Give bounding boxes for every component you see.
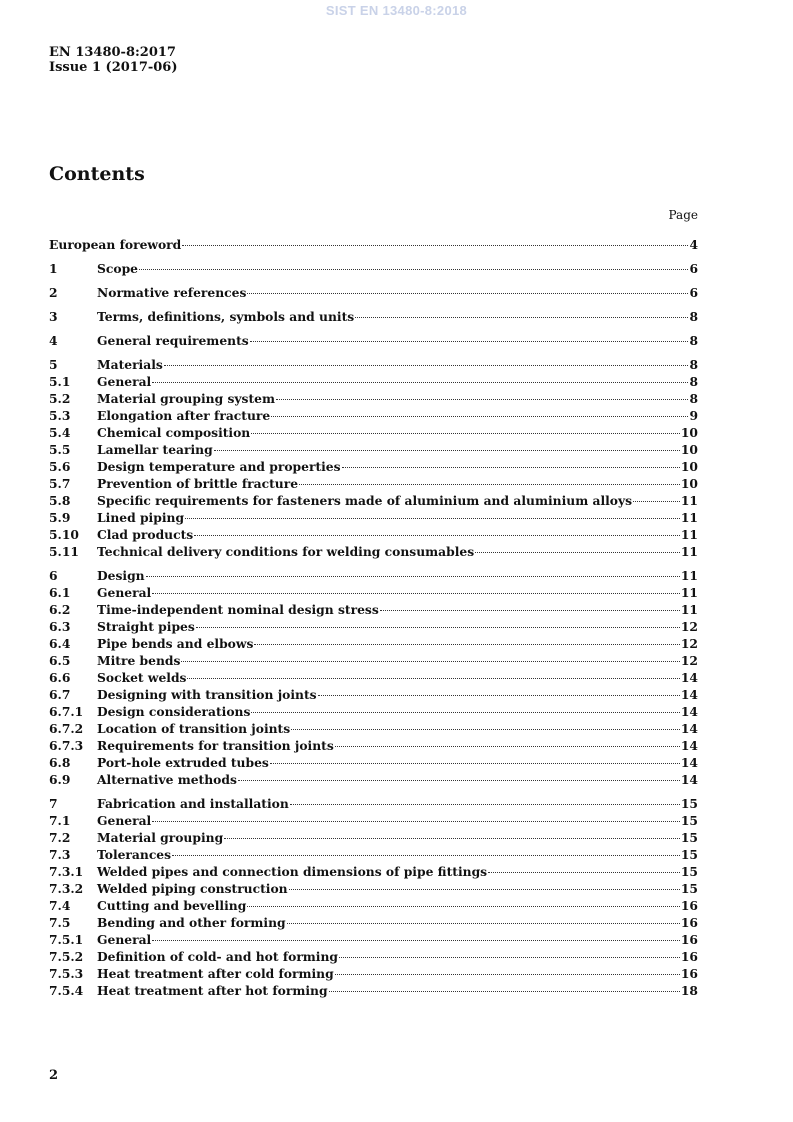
toc-entry-title: Terms, definitions, symbols and units xyxy=(97,309,355,324)
toc-entry-page: 11 xyxy=(680,544,698,559)
toc-dot-leader xyxy=(194,535,680,536)
toc-dot-leader xyxy=(224,838,680,839)
toc-entry-number: 3 xyxy=(49,309,58,324)
toc-entry[interactable] xyxy=(49,356,698,373)
toc-entry-number: 6 xyxy=(49,568,58,583)
toc-dot-leader xyxy=(254,644,679,645)
toc-entry-page: 8 xyxy=(689,391,698,406)
toc-entry-number: 2 xyxy=(49,285,58,300)
toc-entry-page: 8 xyxy=(689,357,698,372)
toc-dot-leader xyxy=(270,763,680,764)
toc-entry-title: Cutting and bevelling xyxy=(97,898,247,913)
toc-dot-leader xyxy=(250,341,689,342)
toc-entry[interactable] xyxy=(49,260,698,277)
toc-entry-title: General xyxy=(97,813,152,828)
toc-entry-page: 6 xyxy=(689,261,698,276)
toc-dot-leader xyxy=(299,484,680,485)
toc-entry-page: 16 xyxy=(680,932,698,947)
toc-entry-number: 5.8 xyxy=(49,493,71,508)
toc-entry-title: Scope xyxy=(97,261,138,276)
toc-entry-page: 11 xyxy=(680,602,698,617)
toc-entry[interactable] xyxy=(49,812,698,829)
toc-dot-leader xyxy=(181,661,679,662)
toc-entry[interactable] xyxy=(49,308,698,325)
toc-entry-number: 6.6 xyxy=(49,670,71,685)
toc-entry-page: 12 xyxy=(680,619,698,634)
toc-entry[interactable] xyxy=(49,982,698,999)
toc-entry[interactable] xyxy=(49,829,698,846)
toc-entry-page: 14 xyxy=(680,704,698,719)
toc-entry-page: 11 xyxy=(680,510,698,525)
toc-entry[interactable] xyxy=(49,543,698,560)
toc-entry-title: Prevention of brittle fracture xyxy=(97,476,299,491)
toc-entry[interactable] xyxy=(49,652,698,669)
toc-entry-number: 5.5 xyxy=(49,442,71,457)
toc-dot-leader xyxy=(152,821,680,822)
toc-entry-number: 6.9 xyxy=(49,772,71,787)
toc-entry-page: 12 xyxy=(680,653,698,668)
toc-entry-page: 15 xyxy=(680,796,698,811)
toc-entry-page: 10 xyxy=(680,476,698,491)
toc-entry-page: 9 xyxy=(689,408,698,423)
toc-entry-page: 8 xyxy=(689,309,698,324)
toc-entry-number: 7.5.1 xyxy=(49,932,84,947)
toc-dot-leader xyxy=(488,872,680,873)
toc-entry-number: 6.2 xyxy=(49,602,71,617)
toc-dot-leader xyxy=(633,501,680,502)
toc-entry[interactable] xyxy=(49,686,698,703)
toc-entry[interactable] xyxy=(49,931,698,948)
toc-entry-title: Chemical composition xyxy=(97,425,251,440)
toc-dot-leader xyxy=(475,552,680,553)
toc-entry-number: 6.1 xyxy=(49,585,71,600)
document-header xyxy=(49,45,178,75)
watermark-text: SIST EN 13480-8:2018 xyxy=(325,3,468,18)
toc-entry-page: 10 xyxy=(680,459,698,474)
toc-dot-leader xyxy=(329,991,680,992)
toc-entry[interactable] xyxy=(49,236,698,253)
toc-entry-title: General xyxy=(97,374,152,389)
toc-entry-page: 15 xyxy=(680,881,698,896)
toc-entry-page: 8 xyxy=(689,333,698,348)
toc-dot-leader xyxy=(287,923,680,924)
toc-entry-number: 5.1 xyxy=(49,374,71,389)
toc-entry-title: Straight pipes xyxy=(97,619,195,634)
toc-dot-leader xyxy=(291,729,680,730)
toc-entry-page: 16 xyxy=(680,898,698,913)
toc-entry-number: 7.5.2 xyxy=(49,949,84,964)
toc-entry-title: Clad products xyxy=(97,527,194,542)
toc-dot-leader xyxy=(152,382,688,383)
toc-dot-leader xyxy=(289,889,680,890)
toc-entry-title: Alternative methods xyxy=(97,772,237,787)
footer-page-number: 2 xyxy=(49,1068,59,1083)
toc-dot-leader xyxy=(335,746,680,747)
toc-entry-page: 11 xyxy=(680,568,698,583)
toc-entry-number: 7.3 xyxy=(49,847,71,862)
toc-entry-number: 6.5 xyxy=(49,653,71,668)
toc-entry-page: 16 xyxy=(680,915,698,930)
toc-entry[interactable] xyxy=(49,863,698,880)
toc-dot-leader xyxy=(164,365,689,366)
toc-dot-leader xyxy=(172,855,680,856)
toc-entry-number: 5.7 xyxy=(49,476,71,491)
toc-entry-page: 14 xyxy=(680,721,698,736)
toc-entry[interactable] xyxy=(49,635,698,652)
toc-entry-page: 16 xyxy=(680,966,698,981)
toc-dot-leader xyxy=(214,450,680,451)
table-of-contents xyxy=(49,236,698,999)
toc-entry-title: Lamellar tearing xyxy=(97,442,213,457)
toc-entry[interactable] xyxy=(49,584,698,601)
toc-entry-number: 5.9 xyxy=(49,510,71,525)
toc-entry-title: Normative references xyxy=(97,285,247,300)
toc-entry-number: 7.5 xyxy=(49,915,71,930)
toc-entry[interactable] xyxy=(49,948,698,965)
toc-dot-leader xyxy=(335,974,680,975)
toc-entry-number: 5.3 xyxy=(49,408,71,423)
toc-entry-title: General xyxy=(97,932,152,947)
toc-entry-number: 6.7.2 xyxy=(49,721,84,736)
document-issue: Issue 1 (2017-06) xyxy=(49,60,178,75)
toc-entry-page: 10 xyxy=(680,425,698,440)
toc-entry-title: Tolerances xyxy=(97,847,172,862)
toc-dot-leader xyxy=(251,712,679,713)
toc-entry-number: 7.3.1 xyxy=(49,864,84,879)
toc-entry-title: General requirements xyxy=(97,333,249,348)
toc-dot-leader xyxy=(271,416,688,417)
toc-entry-page: 15 xyxy=(680,830,698,845)
toc-entry-title: Design temperature and properties xyxy=(97,459,341,474)
toc-entry-page: 6 xyxy=(689,285,698,300)
toc-entry[interactable] xyxy=(49,720,698,737)
toc-dot-leader xyxy=(139,269,688,270)
toc-entry[interactable] xyxy=(49,441,698,458)
toc-entry-title: General xyxy=(97,585,152,600)
toc-entry-page: 11 xyxy=(680,585,698,600)
toc-entry-page: 11 xyxy=(680,493,698,508)
toc-entry[interactable] xyxy=(49,492,698,509)
toc-entry-number: 7.4 xyxy=(49,898,71,913)
toc-entry[interactable] xyxy=(49,737,698,754)
toc-entry-number: 7.5.4 xyxy=(49,983,84,998)
toc-entry-page: 15 xyxy=(680,847,698,862)
toc-dot-leader xyxy=(146,576,680,577)
toc-entry[interactable] xyxy=(49,475,698,492)
toc-entry-title: Specific requirements for fasteners made of aluminium and aluminium alloys xyxy=(97,493,633,508)
toc-entry-number: 7.5.3 xyxy=(49,966,84,981)
toc-dot-leader xyxy=(187,678,679,679)
toc-entry-number: 5.10 xyxy=(49,527,79,542)
toc-entry-title: Time-independent nominal design stress xyxy=(97,602,379,617)
toc-entry[interactable] xyxy=(49,424,698,441)
toc-entry-number: 5.6 xyxy=(49,459,71,474)
toc-entry[interactable] xyxy=(49,771,698,788)
toc-entry-title: European foreword xyxy=(49,237,182,252)
toc-entry-title: Material grouping xyxy=(97,830,224,845)
toc-dot-leader xyxy=(152,593,680,594)
toc-entry[interactable] xyxy=(49,965,698,982)
toc-entry-number: 6.4 xyxy=(49,636,71,651)
toc-dot-leader xyxy=(339,957,680,958)
toc-entry-title: Heat treatment after hot forming xyxy=(97,983,328,998)
toc-dot-leader xyxy=(318,695,680,696)
toc-entry-title: Welded pipes and connection dimensions of pipe fittings xyxy=(97,864,488,879)
toc-dot-leader xyxy=(290,804,680,805)
toc-entry[interactable] xyxy=(49,526,698,543)
toc-entry-title: Requirements for transition joints xyxy=(97,738,334,753)
toc-entry-title: Pipe bends and elbows xyxy=(97,636,254,651)
toc-entry-page: 10 xyxy=(680,442,698,457)
toc-entry[interactable] xyxy=(49,754,698,771)
toc-dot-leader xyxy=(238,780,680,781)
toc-entry-title: Location of transition joints xyxy=(97,721,291,736)
document-id: EN 13480-8:2017 xyxy=(49,45,176,60)
toc-entry-page: 14 xyxy=(680,670,698,685)
toc-entry-number: 5.11 xyxy=(49,544,79,559)
toc-entry-title: Welded piping construction xyxy=(97,881,288,896)
toc-entry-title: Designing with transition joints xyxy=(97,687,317,702)
toc-entry[interactable] xyxy=(49,407,698,424)
toc-dot-leader xyxy=(196,627,680,628)
toc-entry-page: 8 xyxy=(689,374,698,389)
toc-entry-title: Port-hole extruded tubes xyxy=(97,755,269,770)
toc-entry-number: 6.7.3 xyxy=(49,738,84,753)
toc-entry-number: 6.3 xyxy=(49,619,71,634)
toc-entry-number: 6.8 xyxy=(49,755,71,770)
toc-entry[interactable] xyxy=(49,567,698,584)
toc-dot-leader xyxy=(247,293,688,294)
toc-entry-number: 7.3.2 xyxy=(49,881,84,896)
toc-entry-number: 7.1 xyxy=(49,813,71,828)
toc-entry-number: 7 xyxy=(49,796,58,811)
toc-entry[interactable] xyxy=(49,880,698,897)
toc-entry-title: Lined piping xyxy=(97,510,185,525)
toc-entry-number: 1 xyxy=(49,261,58,276)
toc-dot-leader xyxy=(380,610,680,611)
toc-dot-leader xyxy=(185,518,680,519)
toc-entry-title: Elongation after fracture xyxy=(97,408,271,423)
toc-entry-page: 15 xyxy=(680,813,698,828)
toc-entry-number: 4 xyxy=(49,333,58,348)
toc-dot-leader xyxy=(247,906,680,907)
toc-entry-title: Socket welds xyxy=(97,670,187,685)
toc-entry-title: Heat treatment after cold forming xyxy=(97,966,334,981)
toc-entry-title: Materials xyxy=(97,357,163,372)
toc-entry-number: 5 xyxy=(49,357,58,372)
toc-entry-title: Definition of cold- and hot forming xyxy=(97,949,339,964)
toc-entry[interactable] xyxy=(49,284,698,301)
toc-entry-number: 5.2 xyxy=(49,391,71,406)
toc-entry-number: 5.4 xyxy=(49,425,71,440)
toc-entry-page: 14 xyxy=(680,687,698,702)
toc-entry-page: 12 xyxy=(680,636,698,651)
toc-entry-title: Material grouping system xyxy=(97,391,275,406)
toc-entry-page: 14 xyxy=(680,738,698,753)
toc-entry-page: 4 xyxy=(689,237,698,252)
toc-dot-leader xyxy=(182,245,688,246)
toc-entry[interactable] xyxy=(49,618,698,635)
toc-entry-page: 16 xyxy=(680,949,698,964)
toc-entry[interactable] xyxy=(49,373,698,390)
toc-entry-title: Design considerations xyxy=(97,704,251,719)
toc-entry-page: 15 xyxy=(680,864,698,879)
toc-entry-title: Mitre bends xyxy=(97,653,181,668)
toc-entry[interactable] xyxy=(49,390,698,407)
toc-entry-number: 7.2 xyxy=(49,830,71,845)
toc-entry[interactable] xyxy=(49,458,698,475)
toc-entry[interactable] xyxy=(49,914,698,931)
toc-entry-page: 14 xyxy=(680,772,698,787)
toc-entry-title: Bending and other forming xyxy=(97,915,286,930)
toc-entry-page: 11 xyxy=(680,527,698,542)
toc-entry[interactable] xyxy=(49,332,698,349)
toc-entry[interactable] xyxy=(49,703,698,720)
toc-entry-page: 14 xyxy=(680,755,698,770)
toc-entry[interactable] xyxy=(49,601,698,618)
toc-dot-leader xyxy=(355,317,688,318)
toc-dot-leader xyxy=(276,399,688,400)
toc-dot-leader xyxy=(251,433,680,434)
toc-entry[interactable] xyxy=(49,669,698,686)
toc-entry[interactable] xyxy=(49,795,698,812)
toc-entry-title: Design xyxy=(97,568,145,583)
toc-entry-page: 18 xyxy=(680,983,698,998)
toc-entry-number: 6.7 xyxy=(49,687,71,702)
toc-entry-title: Technical delivery conditions for welding consumables xyxy=(97,544,475,559)
toc-entry[interactable] xyxy=(49,846,698,863)
page-column-label: Page xyxy=(668,208,698,222)
toc-entry-title: Fabrication and installation xyxy=(97,796,289,811)
toc-dot-leader xyxy=(152,940,680,941)
contents-heading: Contents xyxy=(49,163,145,185)
toc-entry[interactable] xyxy=(49,897,698,914)
toc-entry[interactable] xyxy=(49,509,698,526)
toc-entry-number: 6.7.1 xyxy=(49,704,84,719)
toc-dot-leader xyxy=(342,467,680,468)
